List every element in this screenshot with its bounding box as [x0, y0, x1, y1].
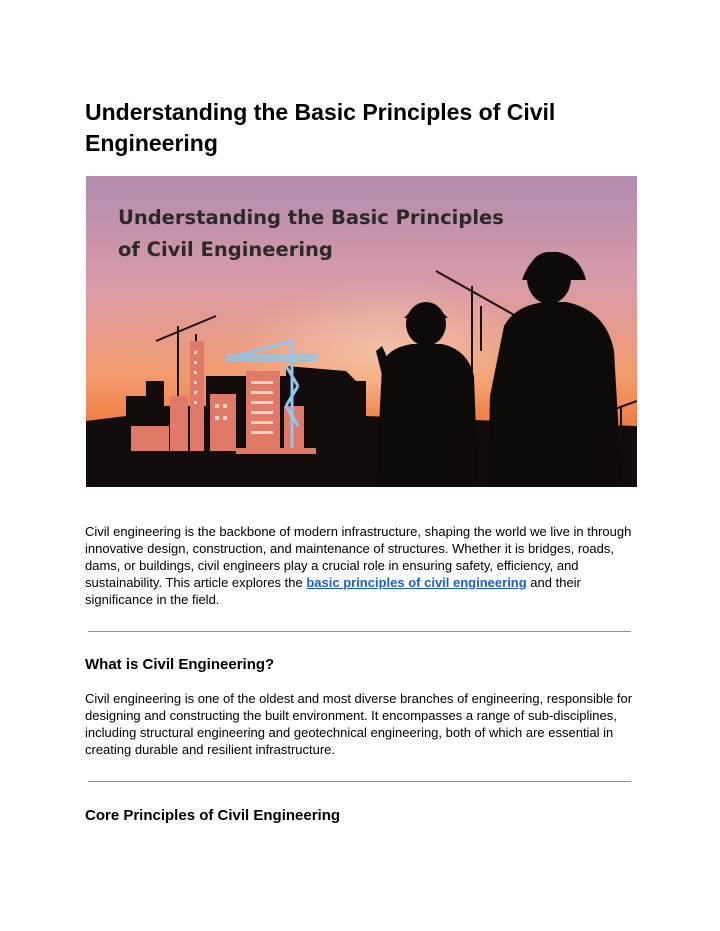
section-divider	[88, 631, 631, 632]
intro-text-end: and their significance in the field.	[85, 575, 581, 607]
hero-caption-line-1: Understanding the Basic Principles	[118, 206, 504, 229]
intro-text: Civil engineering is the backbone of modern infrastructure, shaping the world we live in through innovative design, construction, and maintenance of structures. Whether it is bridges, roads, dams, or buildings, civil engineers play a crucial role in ensuring safety, efficiency, and sustainability. This article explores the	[85, 524, 632, 590]
basic-principles-link[interactable]: basic principles of civil engineering	[306, 575, 527, 590]
hero-caption-line-2: of Civil Engineering	[118, 238, 333, 261]
section-divider	[88, 781, 631, 782]
section-paragraph: Civil engineering is one of the oldest and most diverse branches of engineering, responsible for designing and constructing the built environment. It encompasses a range of sub-disciplines, including structural engineering and geotechnical engineering, both of which are essential in creating durable and resilient infrastructure.	[85, 691, 633, 757]
section-heading: What is Civil Engineering?	[85, 656, 275, 673]
hero-caption	[118, 202, 504, 266]
intro-paragraph	[85, 523, 635, 608]
section-heading: Core Principles of Civil Engineering	[85, 807, 341, 824]
page-title: Understanding the Basic Principles of Civil Engineering	[85, 99, 556, 156]
hero-image	[86, 176, 637, 487]
